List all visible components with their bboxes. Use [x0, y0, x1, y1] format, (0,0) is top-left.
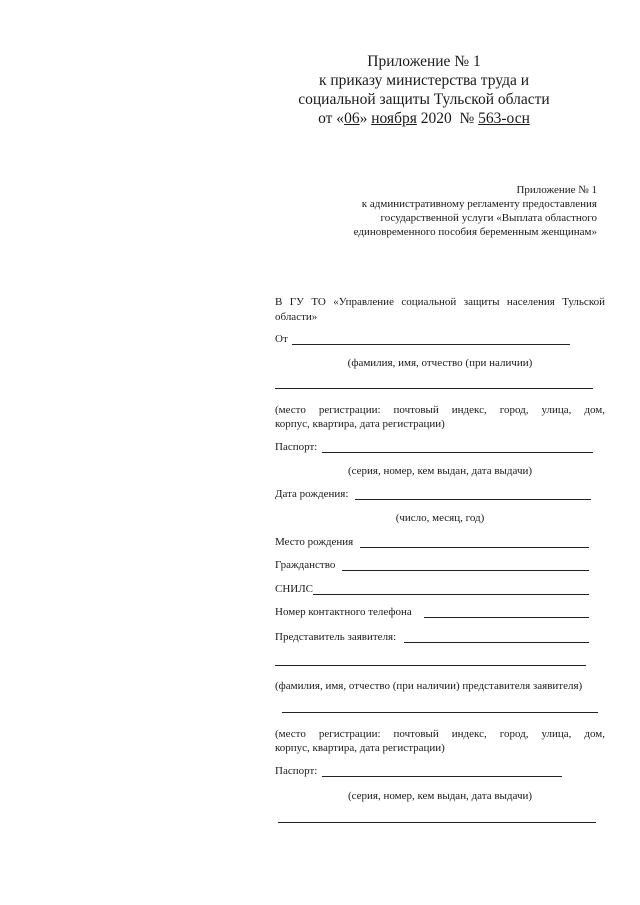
- date-prefix: от «: [318, 110, 345, 127]
- birthdate-label: Дата рождения:: [275, 488, 349, 500]
- order-number: 563-осн: [478, 110, 530, 127]
- birthplace-field[interactable]: [360, 547, 589, 548]
- birthdate-hint: (число, месяц, год): [395, 512, 485, 524]
- representative-passport-hint: (серия, номер, кем выдан, дата выдачи): [347, 790, 533, 802]
- registration-hint-line2: корпус, квартира, дата регистрации): [275, 418, 445, 430]
- date-year: 2020 №: [416, 110, 479, 127]
- representative-passport-field[interactable]: [322, 776, 562, 777]
- birthdate-field[interactable]: [355, 499, 591, 500]
- representative-registration-hint-line2: корпус, квартира, дата регистрации): [275, 742, 445, 754]
- regulation-header-line2: к административному регламенту предоставления: [361, 198, 597, 210]
- representative-field[interactable]: [404, 642, 589, 643]
- registration-hint-line1: (место регистрации: почтовый индекс, город, улица, дом,: [275, 404, 605, 416]
- phone-label: Номер контактного телефона: [275, 606, 412, 618]
- representative-field-2[interactable]: [275, 665, 586, 666]
- fio-hint: (фамилия, имя, отчество (при наличии): [347, 357, 533, 369]
- representative-fio-hint: (фамилия, имя, отчество (при наличии) представителя заявителя): [275, 680, 583, 692]
- passport-field[interactable]: [322, 452, 593, 453]
- regulation-header: [310, 183, 597, 239]
- order-header-line1: Приложение № 1: [367, 53, 481, 70]
- date-month: ноября: [371, 110, 417, 127]
- citizenship-field[interactable]: [342, 570, 589, 571]
- representative-registration-field[interactable]: [282, 712, 598, 713]
- regulation-header-line1: Приложение № 1: [516, 184, 597, 196]
- representative-registration-hint-line1: (место регистрации: почтовый индекс, город, улица, дом,: [275, 728, 605, 740]
- registration-field[interactable]: [275, 388, 593, 389]
- representative-passport-field-2[interactable]: [278, 822, 596, 823]
- snils-label: СНИЛС: [275, 583, 314, 595]
- order-header-date: [294, 109, 554, 128]
- from-label: От: [275, 333, 288, 345]
- passport-hint: (серия, номер, кем выдан, дата выдачи): [347, 465, 533, 477]
- date-day: 06: [344, 110, 360, 127]
- passport-label: Паспорт:: [275, 441, 318, 453]
- addressee-line1: В ГУ ТО «Управление социальной защиты населения Тульской: [275, 296, 605, 308]
- order-header-line2: к приказу министерства труда и: [318, 72, 530, 89]
- from-field[interactable]: [292, 344, 570, 345]
- regulation-header-line3: государственной услуги «Выплата областного: [380, 212, 597, 224]
- addressee-line2: области»: [275, 311, 318, 323]
- phone-field[interactable]: [424, 617, 589, 618]
- representative-label: Представитель заявителя:: [275, 631, 397, 643]
- order-header-line3: социальной защиты Тульской области: [298, 91, 550, 108]
- snils-field[interactable]: [313, 594, 589, 595]
- regulation-header-line4: единовременного пособия беременным женщинам»: [353, 226, 597, 238]
- birthplace-label: Место рождения: [275, 536, 354, 548]
- order-header: [294, 52, 554, 128]
- date-mid: »: [359, 110, 372, 127]
- representative-passport-label: Паспорт:: [275, 765, 318, 777]
- citizenship-label: Гражданство: [275, 559, 336, 571]
